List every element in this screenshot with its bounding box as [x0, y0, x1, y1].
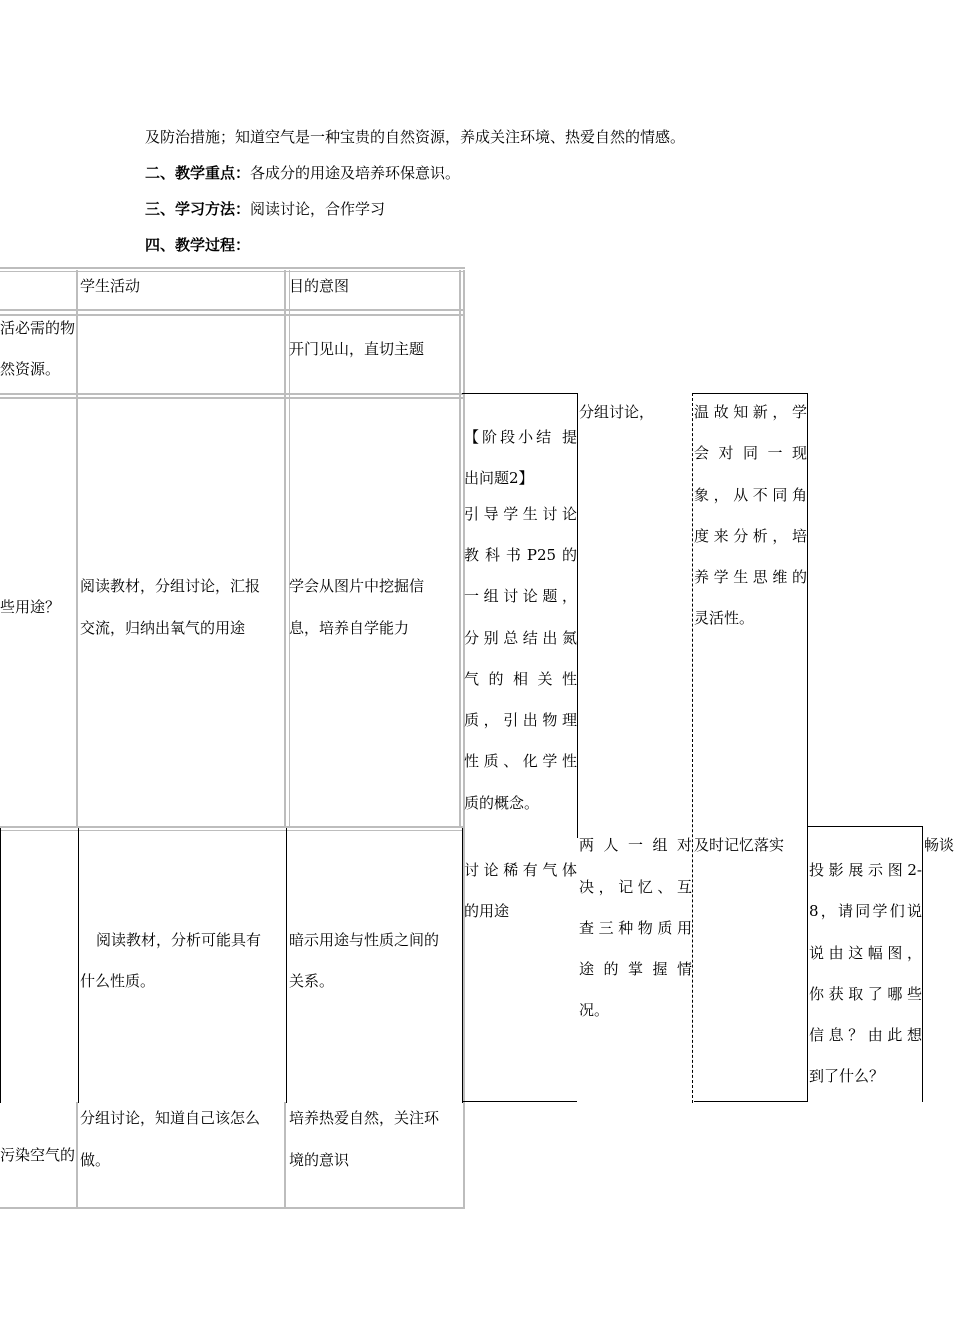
c4-top-line: 分别总结出氮 [464, 629, 577, 647]
row4-col3-line1: 培养热爱自然，关注环 [289, 1109, 440, 1127]
c5-bot-line: 况。 [579, 1001, 610, 1019]
row2-col1: 些用途？ [0, 598, 61, 616]
c6-top-line: 象，从不同角 [694, 486, 807, 504]
c6-top-line: 养学生思维的 [694, 568, 807, 586]
c5-bot-line: 查三种物质用 [579, 919, 692, 937]
c7-bot-line: 到了什么？ [809, 1067, 885, 1085]
row3-col3-line2: 关系。 [289, 972, 335, 990]
row4-col1: 污染空气的 [0, 1146, 76, 1164]
row1-col1-line2: 然资源。 [0, 360, 61, 378]
section-3-body: 阅读讨论，合作学习 [250, 200, 386, 218]
row3-col2-line1: 阅读教材，分析可能具有 [96, 931, 262, 949]
row2-col3-line1: 学会从图片中挖掘信 [289, 577, 425, 595]
c6-top-line: 灵活性。 [694, 609, 755, 627]
c5-bot-line: 两人一组对 [579, 836, 692, 854]
c7-bot-line: 信息？由此想 [809, 1026, 922, 1044]
c4-top-line: 性质、化学性 [464, 752, 577, 770]
row4-col2-line2: 做。 [80, 1151, 111, 1169]
c5-bot-line: 途的掌握情 [579, 960, 692, 978]
row4-col2-line1: 分组讨论，知道自己该怎么 [80, 1109, 261, 1127]
c7-bot-line: 投影展示图2- [809, 861, 922, 879]
c4-top-line: 引导学生讨论 [464, 505, 577, 523]
row1-col3: 开门见山，直切主题 [289, 340, 425, 358]
c4-top-line: 一组讨论题， [464, 587, 577, 605]
row2-col2-line2: 交流，归纳出氧气的用途 [80, 619, 246, 637]
row3-col3-line1: 暗示用途与性质之间的 [289, 931, 440, 949]
c8-bot: 畅谈 [924, 836, 954, 854]
c6-top-line: 度来分析，培 [694, 527, 807, 545]
section-2-body: 各成分的用途及培养环保意识。 [250, 164, 461, 182]
row2-col2-line1: 阅读教材，分组讨论，汇报 [80, 577, 261, 595]
c6-bot: 及时记忆落实 [694, 836, 785, 854]
c4-bot-line: 的用途 [464, 902, 510, 920]
c4-top-line: 质，引出物理 [464, 711, 577, 729]
c4-top-line: 出问题2】 [464, 469, 534, 487]
header-student-activity: 学生活动 [80, 277, 141, 295]
header-purpose: 目的意图 [289, 277, 350, 295]
intro-line: 及防治措施；知道空气是一种宝贵的自然资源，养成关注环境、热爱自然的情感。 [145, 128, 686, 146]
section-2-heading: 二、教学重点： [145, 164, 251, 182]
row4-col3-line2: 境的意识 [289, 1151, 350, 1169]
c4-top-line: 【阶段小结 提 [464, 428, 577, 446]
section-3 [145, 199, 385, 219]
c7-bot-line: 你获取了哪些 [809, 985, 922, 1003]
row2-col3-line2: 息，培养自学能力 [289, 619, 410, 637]
c5-top: 分组讨论， [579, 403, 655, 421]
c6-top-line: 会对同一现 [694, 444, 807, 462]
c4-bot-line: 讨论稀有气体 [464, 861, 577, 879]
section-2 [145, 163, 460, 183]
c7-bot-line: 8，请同学们说 [809, 902, 922, 920]
row1-col1-line1: 活必需的物 [0, 319, 76, 337]
c4-top-line: 质的概念。 [464, 794, 540, 812]
c4-top-line: 气的相关性 [464, 670, 577, 688]
c6-top-line: 温故知新，学 [694, 403, 807, 421]
c5-bot-line: 决，记忆、互 [579, 878, 692, 896]
section-4-heading: 四、教学过程： [145, 236, 251, 254]
section-3-heading: 三、学习方法： [145, 200, 251, 218]
c7-bot-line: 说由这幅图， [809, 944, 922, 962]
c4-top-line: 教科书P25的 [464, 546, 577, 564]
row3-col2-line2: 什么性质。 [80, 972, 156, 990]
